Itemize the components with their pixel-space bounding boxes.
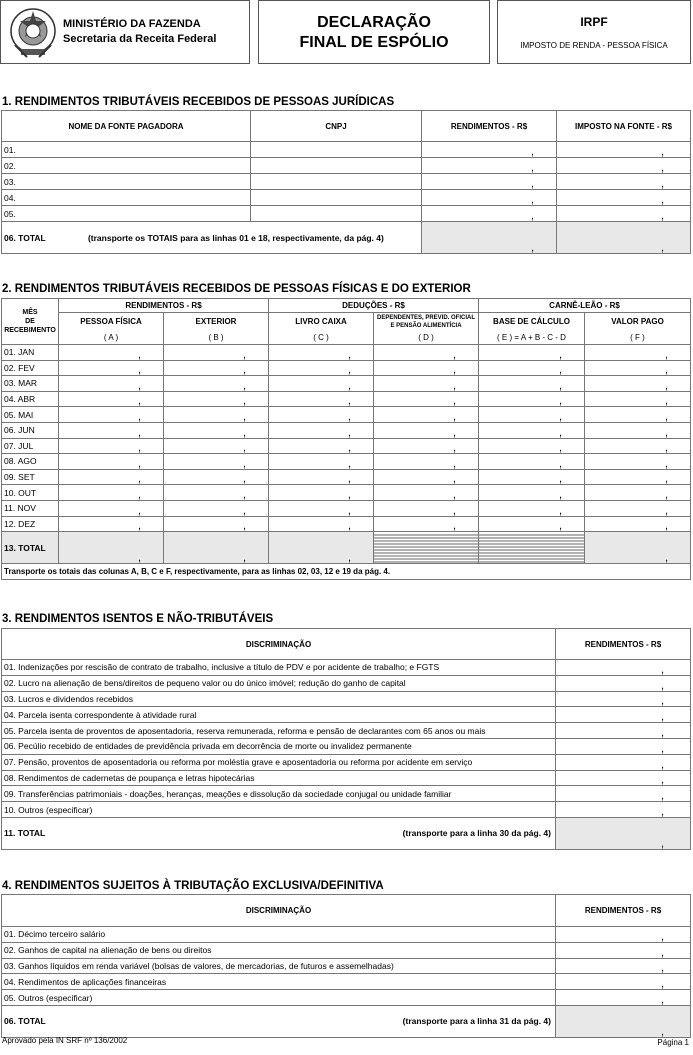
table-row: [2, 958, 691, 974]
s3-row-label: 08. Rendimentos de cadernetas de poupança e letras hipotecárias: [2, 770, 556, 786]
table-row: [2, 691, 691, 707]
form-title-line2: FINAL DE ESPÓLIO: [299, 34, 449, 51]
s2-value-cell[interactable]: ,: [59, 469, 164, 485]
table-row: [2, 660, 691, 676]
s2-value-cell[interactable]: ,: [269, 485, 374, 501]
s4-col-discriminacao: DISCRIMINAÇÃO: [2, 895, 556, 927]
s3-row-label: 09. Transferências patrimoniais - doações, heranças, meações e dissolução da sociedade conjugal ou unidade familiar: [2, 786, 556, 802]
s3-total-cell: [2, 817, 556, 849]
table-row: [2, 802, 691, 818]
s2-value-cell[interactable]: ,: [269, 454, 374, 470]
s2-value-cell[interactable]: ,: [164, 485, 269, 501]
table-row: [2, 438, 691, 454]
section3-title: 3. RENDIMENTOS ISENTOS E NÃO-TRIBUTÁVEIS: [2, 613, 274, 625]
table-row: [2, 516, 691, 532]
s1-col-rendimentos: RENDIMENTOS - R$: [422, 111, 557, 142]
table-row: [2, 158, 691, 174]
s2-value-cell[interactable]: ,: [479, 422, 585, 438]
s2-value-cell[interactable]: ,: [479, 500, 585, 516]
s2-col-b-label: EXTERIOR: [164, 313, 269, 331]
s1-cnpj-cell[interactable]: [251, 206, 422, 222]
s2-value-cell[interactable]: ,: [585, 376, 691, 392]
table-row: [2, 485, 691, 501]
header-irpf-box: [497, 0, 691, 64]
s2-value-cell[interactable]: ,: [269, 500, 374, 516]
s2-mes-line3: RECEBIMENTO: [4, 327, 56, 334]
s3-value-cell[interactable]: ,: [556, 675, 691, 691]
s3-row-label: 01. Indenizações por rescisão de contrato de trabalho, inclusive a título de PDV e por acidente de trabalho; e FGTS: [2, 660, 556, 676]
s2-value-cell[interactable]: ,: [585, 438, 691, 454]
s2-month-label: 05. MAI: [2, 407, 59, 423]
s2-value-cell[interactable]: ,: [59, 454, 164, 470]
section2-title: 2. RENDIMENTOS TRIBUTÁVEIS RECEBIDOS DE PESSOAS FÍSICAS E DO EXTERIOR: [2, 283, 471, 295]
s2-value-cell[interactable]: ,: [374, 391, 479, 407]
s3-row-label: 03. Lucros e dividendos recebidos: [2, 691, 556, 707]
table-row: [2, 407, 691, 423]
s1-imp-cell[interactable]: ,: [557, 174, 691, 190]
s2-value-cell[interactable]: ,: [59, 422, 164, 438]
s2-month-label: 02. FEV: [2, 360, 59, 376]
s3-value-cell[interactable]: ,: [556, 770, 691, 786]
s4-row-label: 05. Outros (especificar): [2, 990, 556, 1006]
s3-row-label: 02. Lucro na alienação de bens/direitos de pequeno valor ou do único imóvel; redução do ganho de capital: [2, 675, 556, 691]
s3-total-label: 11. TOTAL: [4, 828, 46, 839]
section4-table: [1, 894, 691, 1038]
s2-value-cell[interactable]: ,: [269, 407, 374, 423]
s1-rend-cell[interactable]: ,: [422, 206, 557, 222]
s2-value-cell[interactable]: ,: [479, 391, 585, 407]
s3-row-label: 04. Parcela isenta correspondente à atividade rural: [2, 707, 556, 723]
s2-value-cell[interactable]: ,: [374, 360, 479, 376]
s2-col-d-label: DEPENDENTES, PREVID. OFICIAL E PENSÃO ALIMENTÍCIA: [374, 313, 479, 331]
s2-value-cell[interactable]: ,: [269, 438, 374, 454]
s2-value-cell[interactable]: ,: [585, 422, 691, 438]
s2-value-cell[interactable]: ,: [374, 376, 479, 392]
s1-imp-cell[interactable]: ,: [557, 190, 691, 206]
table-row: [2, 174, 691, 190]
s2-value-cell[interactable]: ,: [479, 516, 585, 532]
s2-value-cell[interactable]: ,: [59, 516, 164, 532]
s2-col-a-label: PESSOA FÍSICA: [59, 313, 164, 331]
table-row: [2, 422, 691, 438]
s2-value-cell[interactable]: ,: [479, 438, 585, 454]
table-row: [2, 738, 691, 754]
s2-value-cell[interactable]: ,: [59, 376, 164, 392]
s3-row-label: 05. Parcela isenta de proventos de aposentadoria, reserva remunerada, reforma e pensão de declarantes com 65 anos ou mais: [2, 723, 556, 739]
s1-rend-cell[interactable]: ,: [422, 142, 557, 158]
approval-note: Aprovado pela IN SRF nº 136/2002: [2, 1036, 128, 1045]
s2-value-cell[interactable]: ,: [585, 485, 691, 501]
section4-title: 4. RENDIMENTOS SUJEITOS À TRIBUTAÇÃO EXCLUSIVA/DEFINITIVA: [2, 880, 384, 892]
table-row: [2, 376, 691, 392]
s2-value-cell[interactable]: ,: [269, 345, 374, 361]
s3-col-rendimentos: RENDIMENTOS - R$: [556, 629, 691, 660]
s3-value-cell[interactable]: ,: [556, 802, 691, 818]
s1-cnpj-cell[interactable]: [251, 142, 422, 158]
s1-col-fonte: NOME DA FONTE PAGADORA: [2, 111, 251, 142]
s4-total-value[interactable]: ,: [556, 1005, 691, 1037]
s2-value-cell[interactable]: ,: [479, 407, 585, 423]
s1-imp-cell[interactable]: ,: [557, 206, 691, 222]
s2-col-a-code: ( A ): [59, 331, 164, 345]
table-row: [2, 927, 691, 943]
s2-value-cell[interactable]: ,: [269, 376, 374, 392]
s1-col-cnpj: CNPJ: [251, 111, 422, 142]
ministry-name: MINISTÉRIO DA FAZENDA: [63, 18, 201, 30]
form-title-line1: DECLARAÇÃO: [317, 14, 431, 31]
s2-value-cell[interactable]: ,: [59, 345, 164, 361]
section3-table: [1, 628, 691, 850]
s2-value-cell[interactable]: ,: [164, 422, 269, 438]
s2-value-cell[interactable]: ,: [479, 485, 585, 501]
s4-value-cell[interactable]: ,: [556, 974, 691, 990]
s3-value-cell[interactable]: ,: [556, 738, 691, 754]
s2-group-deducoes: DEDUÇÕES - R$: [269, 299, 479, 313]
coat-of-arms-icon: [7, 5, 59, 61]
page-number: Página 1: [657, 1038, 689, 1047]
s3-col-discriminacao: DISCRIMINAÇÃO: [2, 629, 556, 660]
s2-value-cell[interactable]: ,: [374, 407, 479, 423]
s3-value-cell[interactable]: ,: [556, 660, 691, 676]
table-row: [2, 817, 691, 849]
s1-total-rend[interactable]: ,: [422, 222, 557, 254]
s2-value-cell[interactable]: ,: [374, 454, 479, 470]
s2-month-label: 07. JUL: [2, 438, 59, 454]
s2-value-cell[interactable]: ,: [269, 360, 374, 376]
s2-col-c-label: LIVRO CAIXA: [269, 313, 374, 331]
s1-imp-cell[interactable]: ,: [557, 158, 691, 174]
s4-col-rendimentos: RENDIMENTOS - R$: [556, 895, 691, 927]
s4-total-cell: [2, 1005, 556, 1037]
s3-total-note: (transporte para a linha 30 da pág. 4): [402, 828, 551, 839]
table-row: [2, 206, 691, 222]
table-row: [2, 345, 691, 361]
s1-rend-cell[interactable]: ,: [422, 174, 557, 190]
s2-group-rendimentos: RENDIMENTOS - R$: [59, 299, 269, 313]
s4-row-label: 04. Rendimentos de aplicações financeiras: [2, 974, 556, 990]
s3-value-cell[interactable]: ,: [556, 691, 691, 707]
s4-value-cell[interactable]: ,: [556, 990, 691, 1006]
table-row: [2, 723, 691, 739]
table-row: [2, 532, 691, 564]
s2-value-cell[interactable]: ,: [585, 516, 691, 532]
s2-value-cell[interactable]: ,: [269, 391, 374, 407]
s2-value-cell[interactable]: ,: [374, 500, 479, 516]
s3-row-label: 10. Outros (especificar): [2, 802, 556, 818]
s2-value-cell[interactable]: ,: [585, 391, 691, 407]
s2-value-cell[interactable]: ,: [374, 485, 479, 501]
s2-month-label: 03. MAR: [2, 376, 59, 392]
s2-value-cell[interactable]: ,: [479, 360, 585, 376]
s2-total-label: 13. TOTAL: [2, 532, 59, 564]
s2-value-cell[interactable]: ,: [164, 469, 269, 485]
table-row: [2, 942, 691, 958]
header-ministry-box: [0, 0, 250, 64]
s2-value-cell[interactable]: ,: [585, 500, 691, 516]
s4-value-cell[interactable]: ,: [556, 927, 691, 943]
s2-value-cell[interactable]: ,: [585, 360, 691, 376]
s2-value-cell[interactable]: ,: [164, 500, 269, 516]
s2-month-label: 12. DEZ: [2, 516, 59, 532]
s2-col-f-code: ( F ): [585, 331, 691, 345]
section1-title: 1. RENDIMENTOS TRIBUTÁVEIS RECEBIDOS DE PESSOAS JURÍDICAS: [2, 96, 395, 108]
table-row: [2, 454, 691, 470]
s2-col-b-code: ( B ): [164, 331, 269, 345]
table-row: [2, 675, 691, 691]
s2-value-cell[interactable]: ,: [164, 391, 269, 407]
s3-row-label: 06. Pecúlio recebido de entidades de previdência privada em decorrência de morte ou invalidez permanente: [2, 738, 556, 754]
s2-value-cell[interactable]: ,: [164, 516, 269, 532]
table-row: [2, 391, 691, 407]
table-row: [2, 500, 691, 516]
s4-row-label: 01. Décimo terceiro salário: [2, 927, 556, 943]
s2-col-e-label: BASE DE CÁLCULO: [479, 313, 585, 331]
table-row: [2, 142, 691, 158]
s2-month-label: 08. AGO: [2, 454, 59, 470]
s3-total-value[interactable]: ,: [556, 817, 691, 849]
s2-value-cell[interactable]: ,: [374, 438, 479, 454]
s4-row-label: 03. Ganhos líquidos em renda variável (bolsas de valores, de mercadorias, de futuros e assemelhadas): [2, 958, 556, 974]
table-row: [2, 786, 691, 802]
s1-imp-cell[interactable]: ,: [557, 142, 691, 158]
table-row: [2, 974, 691, 990]
s2-total-e-hatched: [479, 532, 585, 564]
s2-value-cell[interactable]: ,: [585, 345, 691, 361]
s2-value-cell[interactable]: ,: [585, 407, 691, 423]
s2-value-cell[interactable]: ,: [164, 407, 269, 423]
s2-value-cell[interactable]: ,: [374, 469, 479, 485]
table-row: [2, 360, 691, 376]
s1-row-label[interactable]: 04.: [2, 190, 251, 206]
s2-value-cell[interactable]: ,: [164, 360, 269, 376]
s2-month-label: 01. JAN: [2, 345, 59, 361]
s2-mes-line2: DE: [25, 318, 35, 325]
section1-table: [1, 110, 691, 254]
s1-cnpj-cell[interactable]: [251, 174, 422, 190]
section2-table: [1, 298, 691, 580]
table-row: [2, 1005, 691, 1037]
s2-value-cell[interactable]: ,: [479, 454, 585, 470]
s2-mes-line1: MÊS: [22, 309, 38, 316]
s2-value-cell[interactable]: ,: [59, 485, 164, 501]
s3-value-cell[interactable]: ,: [556, 707, 691, 723]
s2-value-cell[interactable]: ,: [269, 516, 374, 532]
s2-value-cell[interactable]: ,: [164, 438, 269, 454]
s2-value-cell[interactable]: ,: [269, 469, 374, 485]
s1-total-label: 06. TOTAL: [4, 232, 46, 243]
table-row: [2, 990, 691, 1006]
s2-value-cell[interactable]: ,: [59, 391, 164, 407]
irpf-subtitle: IMPOSTO DE RENDA - PESSOA FÍSICA: [520, 41, 668, 50]
s2-group-carne-leao: CARNÊ-LEÃO - R$: [479, 299, 691, 313]
table-row: [2, 754, 691, 770]
s2-month-label: 10. OUT: [2, 485, 59, 501]
s2-month-label: 09. SET: [2, 469, 59, 485]
s2-value-cell[interactable]: ,: [164, 345, 269, 361]
table-row: [2, 770, 691, 786]
s2-col-c-code: ( C ): [269, 331, 374, 345]
s2-value-cell[interactable]: ,: [374, 422, 479, 438]
s2-value-cell[interactable]: ,: [479, 469, 585, 485]
s3-value-cell[interactable]: ,: [556, 723, 691, 739]
s2-value-cell[interactable]: ,: [374, 345, 479, 361]
s2-total-b[interactable]: ,: [164, 532, 269, 564]
s1-row-label[interactable]: 03.: [2, 174, 251, 190]
s4-total-label: 06. TOTAL: [4, 1016, 46, 1027]
s2-value-cell[interactable]: ,: [164, 454, 269, 470]
s2-month-label: 11. NOV: [2, 500, 59, 516]
table-row: [2, 190, 691, 206]
s2-transport-note: Transporte os totais das colunas A, B, C e F, respectivamente, para as linhas 02, 03, 12 e 19 da pág. 4.: [2, 564, 691, 580]
s1-col-imposto: IMPOSTO NA FONTE - R$: [557, 111, 691, 142]
table-row: [2, 469, 691, 485]
s4-value-cell[interactable]: ,: [556, 942, 691, 958]
secretaria-name: Secretaria da Receita Federal: [63, 33, 217, 45]
s1-cnpj-cell[interactable]: [251, 190, 422, 206]
s1-total-note: (transporte os TOTAIS para as linhas 01 e 18, respectivamente, da pág. 4): [87, 232, 384, 243]
s2-value-cell[interactable]: ,: [164, 376, 269, 392]
s2-total-c[interactable]: ,: [269, 532, 374, 564]
s1-total-cell: [2, 222, 422, 254]
s2-total-f[interactable]: ,: [585, 532, 691, 564]
s1-row-label[interactable]: 05.: [2, 206, 251, 222]
s3-row-label: 07. Pensão, proventos de aposentadoria ou reforma por moléstia grave e aposentadoria ou reforma por acidente em serviço: [2, 754, 556, 770]
table-row: [2, 222, 691, 254]
s1-rend-cell[interactable]: ,: [422, 190, 557, 206]
s2-value-cell[interactable]: ,: [59, 500, 164, 516]
s2-value-cell[interactable]: ,: [269, 422, 374, 438]
s2-value-cell[interactable]: ,: [59, 407, 164, 423]
s2-value-cell[interactable]: ,: [479, 376, 585, 392]
s2-value-cell[interactable]: ,: [585, 454, 691, 470]
s2-col-d-code: ( D ): [374, 331, 479, 345]
s2-value-cell[interactable]: ,: [479, 345, 585, 361]
s2-col-f-label: VALOR PAGO: [585, 313, 691, 331]
s4-total-note: (transporte para a linha 31 da pág. 4): [402, 1016, 551, 1027]
s4-row-label: 02. Ganhos de capital na alienação de bens ou direitos: [2, 942, 556, 958]
irpf-label: IRPF: [580, 15, 608, 29]
s3-value-cell[interactable]: ,: [556, 754, 691, 770]
s1-cnpj-cell[interactable]: [251, 158, 422, 174]
s1-rend-cell[interactable]: ,: [422, 158, 557, 174]
s2-value-cell[interactable]: ,: [59, 360, 164, 376]
s2-value-cell[interactable]: ,: [585, 469, 691, 485]
s4-value-cell[interactable]: ,: [556, 958, 691, 974]
s2-col-e-code: ( E ) = A + B - C - D: [479, 331, 585, 345]
table-row: [2, 707, 691, 723]
header-title-box: [258, 0, 490, 64]
s2-month-label: 06. JUN: [2, 422, 59, 438]
s2-value-cell[interactable]: ,: [374, 516, 479, 532]
s2-total-a[interactable]: ,: [59, 532, 164, 564]
s1-total-imp[interactable]: ,: [557, 222, 691, 254]
s1-row-label[interactable]: 02.: [2, 158, 251, 174]
s2-month-label: 04. ABR: [2, 391, 59, 407]
s2-total-d-hatched: [374, 532, 479, 564]
s1-row-label[interactable]: 01.: [2, 142, 251, 158]
s2-value-cell[interactable]: ,: [59, 438, 164, 454]
s3-value-cell[interactable]: ,: [556, 786, 691, 802]
s2-mes-header: [2, 299, 59, 345]
